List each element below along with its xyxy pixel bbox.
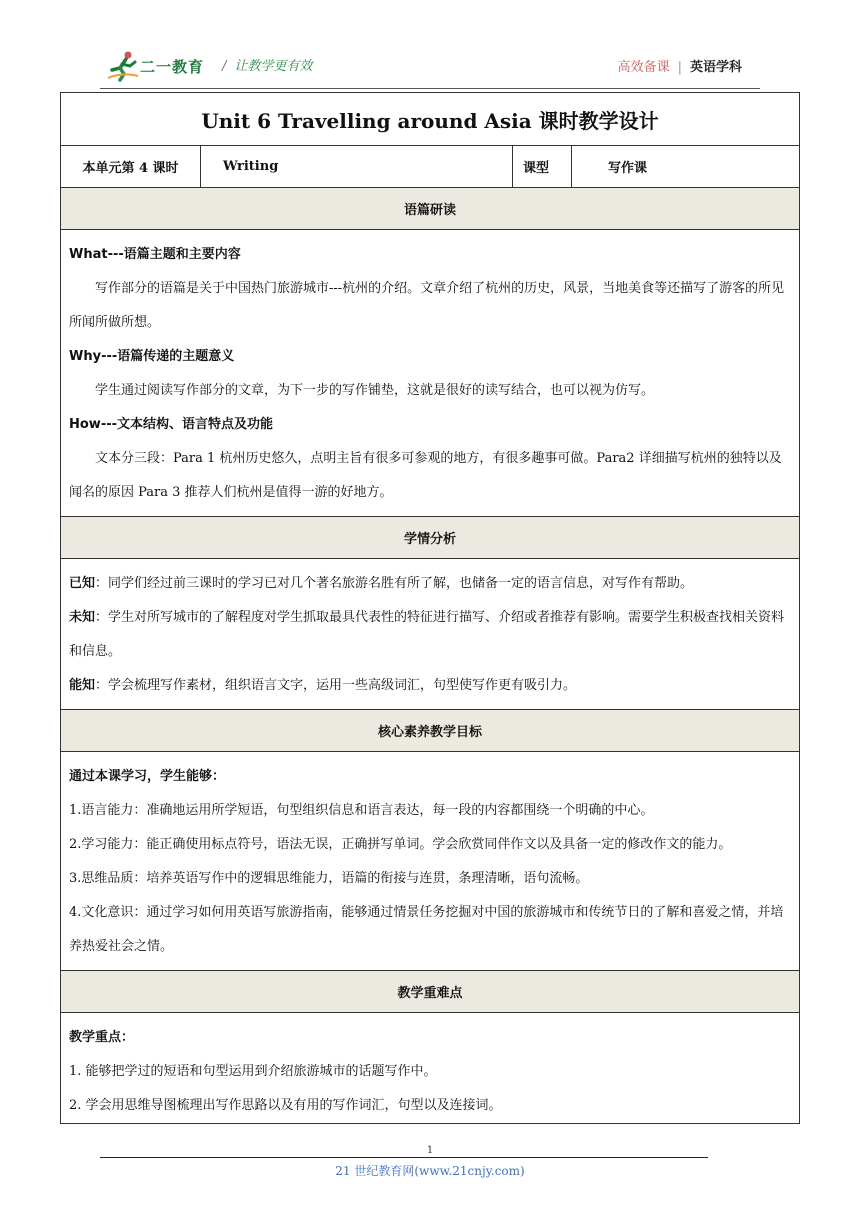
runner-logo-icon	[106, 50, 140, 82]
slogan	[222, 55, 312, 74]
how-label: How---文本结构、语言特点及功能	[69, 417, 274, 432]
goals-intro: 通过本课学习，学生能够：	[69, 769, 226, 784]
why-text: 学生通过阅读写作部分的文章，为下一步的写作铺垫，这就是很好的读写结合，也可以视为仿写。	[95, 383, 655, 398]
unknown-label: 未知	[69, 610, 96, 625]
what-label: What---语篇主题和主要内容	[69, 247, 241, 262]
able-label: 能知	[69, 678, 96, 693]
goal-item: 3.思维品质：培养英语写作中的逻辑思维能力，语篇的衔接与连贯，条理清晰，语句流畅。	[69, 871, 589, 886]
section-body-analysis	[61, 230, 799, 517]
lesson-info-row	[61, 146, 799, 188]
known-paragraph	[69, 567, 791, 601]
slogan-divider: /	[222, 59, 227, 74]
logo	[106, 50, 226, 84]
lesson-topic: Writing	[201, 146, 513, 187]
what-text: 写作部分的语篇是关于中国热门旅游城市---杭州的介绍。文章介绍了杭州的历史，风景，当地美食等还描写了游客的所见所闻所做所想。	[69, 281, 785, 330]
goal-item: 4.文化意识：通过学习如何用英语写旅游指南，能够通过情景任务挖掘对中国的旅游城市和传统节日的了解和喜爱之情，并培养热爱社会之情。	[69, 905, 784, 954]
key-point-item: 2. 学会用思维导图梳理出写作思路以及有用的写作词汇，句型以及连接词。	[69, 1098, 502, 1113]
key-points-label: 教学重点：	[69, 1030, 135, 1045]
able-paragraph	[69, 669, 791, 703]
able-text: ：学会梳理写作素材，组织语言文字，运用一些高级词汇，句型使写作更有吸引力。	[95, 678, 577, 693]
page-header	[100, 46, 760, 88]
section-heading-analysis: 语篇研读	[61, 188, 799, 230]
header-tags	[618, 56, 742, 75]
unknown-paragraph	[69, 601, 791, 669]
section-heading-key-points: 教学重难点	[61, 971, 799, 1013]
why-label: Why---语篇传递的主题意义	[69, 349, 235, 364]
tag-subject: 英语学科	[689, 60, 742, 75]
lesson-type-label: 课型	[513, 146, 572, 187]
unknown-text: ：学生对所写城市的了解程度对学生抓取最具代表性的特征进行描写、介绍或者推荐有影响。需要学生积极查找相关资料和信息。	[69, 610, 785, 659]
section-heading-goals: 核心素养教学目标	[61, 710, 799, 752]
footer-rule	[100, 1157, 708, 1158]
known-label: 已知	[69, 576, 96, 591]
lesson-number: 本单元第 4 课时	[61, 146, 201, 187]
lesson-plan-table	[60, 92, 800, 1124]
lesson-type-value: 写作课	[608, 161, 648, 176]
known-text: ：同学们经过前三课时的学习已对几个著名旅游名胜有所了解，也储备一定的语言信息，对写作有帮助。	[95, 576, 694, 591]
how-text: 文本分三段：Para 1 杭州历史悠久，点明主旨有很多可参观的地方，有很多趣事可做。Para2 详细描写杭州的独特以及闻名的原因 Para 3 推荐人们杭州是值得一游的好地方。	[69, 451, 782, 500]
header-rule	[100, 88, 760, 89]
slogan-text: 让教学更有效	[234, 59, 313, 74]
section-body-key-points	[61, 1013, 799, 1123]
section-heading-students: 学情分析	[61, 517, 799, 559]
footer-site-link[interactable]: 21 世纪教育网(www.21cnjy.com)	[335, 1164, 525, 1178]
section-body-students	[61, 559, 799, 710]
goal-item: 1.语言能力：准确地运用所学短语，句型组织信息和语言表达，每一段的内容都围绕一个明确的中心。	[69, 803, 654, 818]
goal-item: 2.学习能力：能正确使用标点符号，语法无误，正确拼写单词。学会欣赏同伴作文以及具备一定的修改作文的能力。	[69, 837, 732, 852]
page-number: 1	[426, 1145, 434, 1156]
doc-title: Unit 6 Travelling around Asia 课时教学设计	[61, 93, 799, 146]
tag-efficient-prep: 高效备课	[617, 60, 670, 75]
logo-text: 二一教育	[140, 58, 205, 76]
tag-separator: |	[677, 60, 682, 75]
key-point-item: 1. 能够把学过的短语和句型运用到介绍旅游城市的话题写作中。	[69, 1064, 437, 1079]
section-body-goals	[61, 752, 799, 971]
